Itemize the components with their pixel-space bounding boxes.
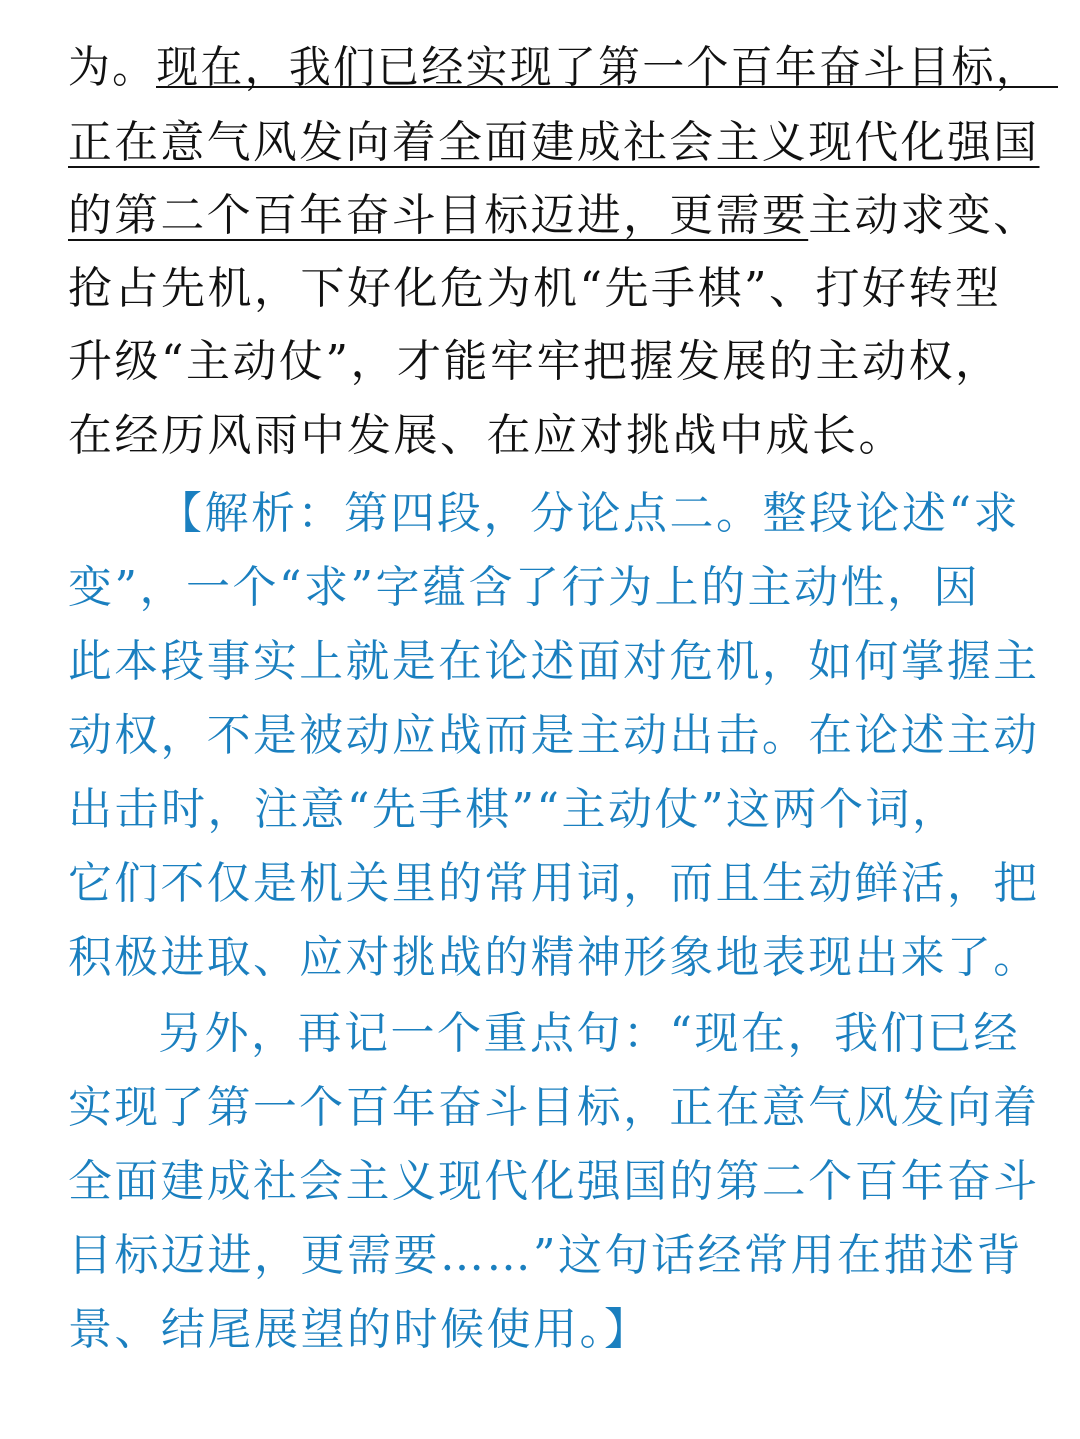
analysis-line-5: 出击时，注意“先手棋”“主动仗”这两个词， xyxy=(68,784,959,835)
analysis-line-4: 动权，不是被动应战而是主动出击。在论述主动 xyxy=(68,710,1040,761)
analysis-line-7: 积极进取、应对挑战的精神形象地表现出来了。 xyxy=(68,932,1040,983)
analysis-line-6: 它们不仅是机关里的常用词，而且生动鲜活，把 xyxy=(68,858,1040,909)
body-line-3 xyxy=(68,188,1040,244)
note-line-4: 目标迈进，更需要……”这句话经常用在描述背 xyxy=(68,1230,1023,1281)
analysis-line-3: 此本段事实上就是在论述面对危机，如何掌握主 xyxy=(68,636,1040,687)
body-line-6: 在经历风雨中发展、在应对挑战中成长。 xyxy=(68,410,905,461)
body-line-5: 升级“主动仗”，才能牢牢把握发展的主动权， xyxy=(68,336,1002,387)
note-line-2: 实现了第一个百年奋斗目标，正在意气风发向着 xyxy=(68,1082,1040,1133)
note-line-5: 景、结尾展望的时候使用。】 xyxy=(68,1304,651,1355)
note-line-3: 全面建成社会主义现代化强国的第二个百年奋斗 xyxy=(68,1156,1040,1207)
body-line-1-underlined: 现在，我们已经实现了第一个百年奋斗目标， xyxy=(156,42,1040,93)
body-line-2 xyxy=(68,115,1040,171)
note-line-1: 另外，再记一个重点句：“现在，我们已经 xyxy=(158,1008,1020,1059)
body-line-4: 抢占先机，下好化危为机“先手棋”、打好转型 xyxy=(68,263,1002,314)
analysis-line-2: 变”，一个“求”字蕴含了行为上的主动性，因 xyxy=(68,562,980,613)
body-line-2-underlined: 正在意气风发向着全面建成社会主义现代化强国 xyxy=(68,117,1040,168)
analysis-line-1: 【解析：第四段，分论点二。整段论述“求 xyxy=(158,488,1020,539)
body-line-1 xyxy=(68,40,1040,96)
body-line-3-suffix: 主动求变、 xyxy=(808,190,1040,241)
body-line-3-underlined: 的第二个百年奋斗目标迈进，更需要 xyxy=(68,190,809,241)
body-line-1-prefix: 为。 xyxy=(68,42,157,93)
